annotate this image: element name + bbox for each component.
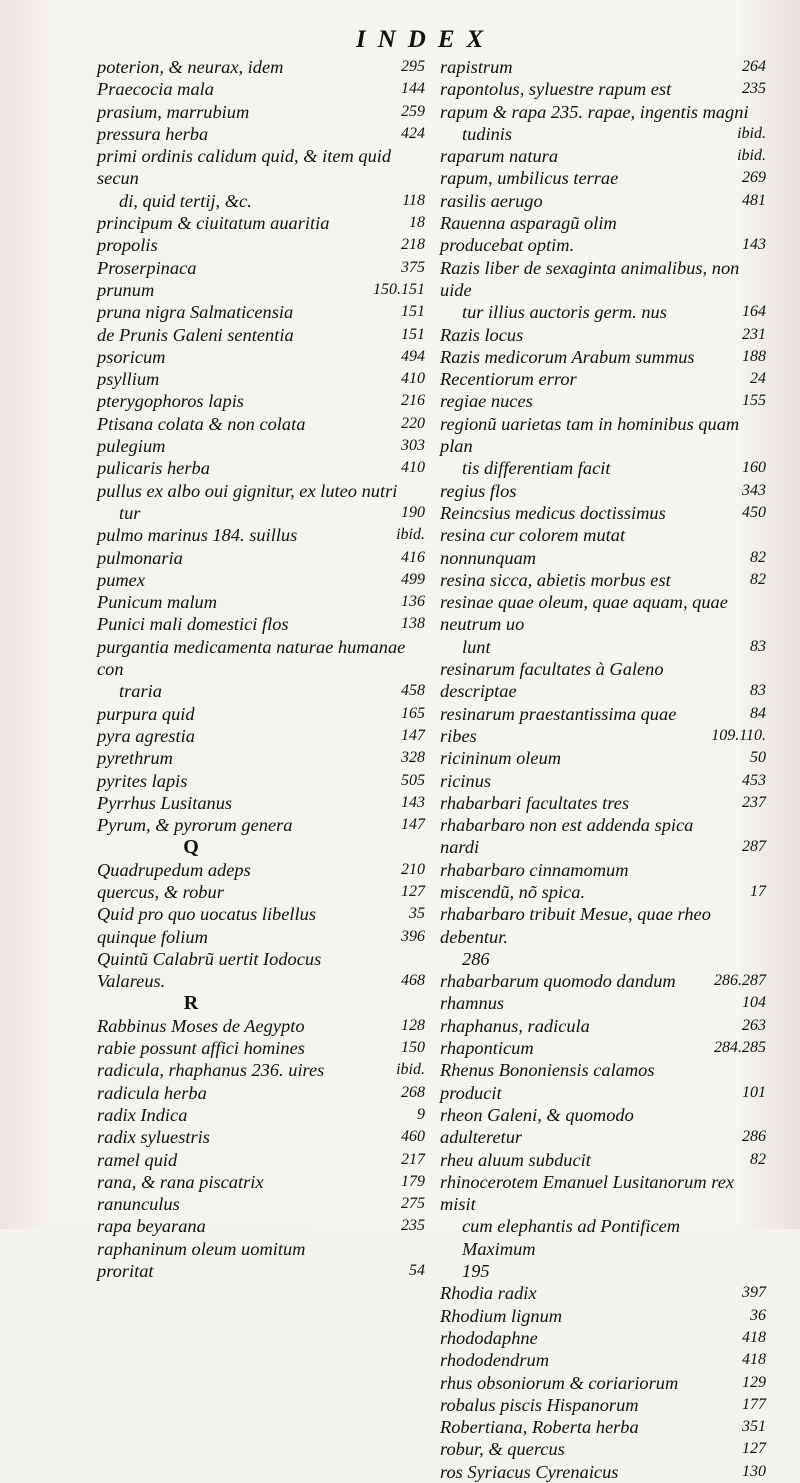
- entry-page-number: 147: [401, 726, 425, 744]
- index-entry: [440, 167, 766, 189]
- index-entry: [440, 1461, 766, 1483]
- entry-term: Proserpinaca: [97, 257, 197, 278]
- index-entry: [440, 992, 766, 1014]
- index-entry: [440, 212, 766, 257]
- index-entry: [440, 1104, 766, 1149]
- page-header: INDEX: [356, 26, 496, 53]
- index-entry: [440, 658, 766, 703]
- entry-page-number: 237: [742, 793, 766, 811]
- entry-term: rhabarbarum quomodo dandum: [440, 971, 676, 992]
- entry-page-number: 136: [401, 593, 425, 611]
- index-entry: [440, 257, 766, 324]
- index-entry: [97, 257, 425, 279]
- index-entry: [97, 234, 425, 256]
- entry-term-continuation: tis differentiam facit: [462, 458, 611, 479]
- entry-term: psyllium: [97, 369, 160, 390]
- entry-term: rheu aluum subducit: [440, 1149, 591, 1170]
- index-entry: [97, 1104, 425, 1126]
- entry-page-number: 416: [401, 548, 425, 566]
- entry-term: rapum, umbilicus terrae: [440, 168, 619, 189]
- entry-page-number: ibid.: [737, 147, 766, 165]
- entry-term: prasium, marrubium: [97, 101, 250, 122]
- entry-page-number: 151: [401, 325, 425, 343]
- entry-page-number: 188: [742, 347, 766, 365]
- index-entry: [97, 747, 425, 769]
- entry-term: poterion, & neurax, idem: [97, 57, 284, 77]
- index-entry: [440, 1149, 766, 1171]
- entry-page-number: 418: [742, 1351, 766, 1369]
- index-entry: [440, 390, 766, 412]
- entry-term: propolis: [97, 235, 158, 256]
- index-entry: [97, 792, 425, 814]
- entry-page-number: 143: [742, 236, 766, 254]
- entry-term: ros Syriacus Cyrenaicus: [440, 1461, 619, 1482]
- index-entry: [440, 970, 766, 992]
- entry-page-number: 83: [750, 637, 766, 655]
- index-entry: [97, 859, 425, 881]
- section-letter: R: [183, 992, 199, 1015]
- section-letter: Q: [183, 836, 199, 859]
- index-entry: [440, 502, 766, 524]
- entry-term: psoricum: [97, 346, 166, 367]
- entry-term: Rhodia radix: [440, 1283, 537, 1304]
- entry-term: ribes: [440, 725, 477, 746]
- index-entry: [440, 725, 766, 747]
- entry-page-number: 84: [750, 704, 766, 722]
- index-entry: [440, 324, 766, 346]
- index-entry: [97, 413, 425, 435]
- index-entry: [97, 279, 425, 301]
- index-entry: [440, 480, 766, 502]
- entry-term: Pyrrhus Lusitanus: [97, 792, 233, 813]
- index-column-right: [440, 56, 766, 1483]
- index-entry: [440, 346, 766, 368]
- entry-page-number: 460: [401, 1128, 425, 1146]
- index-entry: [97, 324, 425, 346]
- entry-page-number: 155: [742, 392, 766, 410]
- index-entry: [440, 56, 766, 78]
- index-entry: [440, 792, 766, 814]
- index-entry: [440, 1349, 766, 1371]
- entry-page-number: 287: [742, 838, 766, 856]
- entry-page-number: 210: [401, 860, 425, 878]
- entry-term: prunum: [97, 279, 155, 300]
- index-entry: [97, 78, 425, 100]
- index-entry: [97, 814, 425, 836]
- index-entry: [440, 190, 766, 212]
- entry-page-number: 54: [409, 1262, 425, 1280]
- entry-term: de Prunis Galeni sententia: [97, 324, 294, 345]
- index-entry: [440, 859, 766, 904]
- entry-term: resina cur colorem mutat nonnunquam: [440, 525, 626, 568]
- index-entry: [440, 1416, 766, 1438]
- entry-term: rana, & rana piscatrix: [97, 1171, 264, 1192]
- entry-term: Praecocia mala: [97, 79, 214, 100]
- entry-page-number: 268: [401, 1083, 425, 1101]
- entry-term: pressura herba: [97, 123, 209, 144]
- index-entry: [97, 1193, 425, 1215]
- entry-term: 195: [462, 1261, 490, 1282]
- entry-term-continuation: traria: [119, 681, 162, 702]
- entry-term: ricininum oleum: [440, 748, 562, 769]
- index-entry: [97, 1082, 425, 1104]
- index-entry: [440, 1327, 766, 1349]
- entry-term-continuation: di, quid tertij, &c.: [119, 190, 252, 211]
- index-entry: [440, 101, 766, 146]
- entry-term: Quadrupedum adeps: [97, 859, 251, 880]
- index-entry: [97, 547, 425, 569]
- entry-term: rhabarbaro cinnamomum miscendũ, nõ spica.: [440, 859, 629, 902]
- entry-term: Rhenus Bononiensis calamos producit: [440, 1060, 655, 1103]
- entry-page-number: 458: [401, 682, 425, 700]
- entry-page-number: 82: [750, 570, 766, 588]
- entry-term: purpura quid: [97, 703, 195, 724]
- entry-term: Quintũ Calabrũ uertit Iodocus Valareus.: [97, 948, 322, 992]
- entry-page-number: 50: [750, 749, 766, 767]
- entry-term: rapistrum: [440, 57, 513, 77]
- index-entry: [97, 903, 425, 925]
- entry-page-number: 128: [401, 1016, 425, 1034]
- entry-page-number: 36: [750, 1306, 766, 1324]
- entry-page-number: 143: [401, 793, 425, 811]
- index-entry: [97, 703, 425, 725]
- index-entry: [440, 1059, 766, 1104]
- entry-term: principum & ciuitatum auaritia: [97, 213, 330, 234]
- index-entry: [97, 591, 425, 613]
- entry-page-number: 410: [401, 459, 425, 477]
- entry-term: 286: [462, 948, 490, 969]
- entry-term: rapontolus, syluestre rapum est: [440, 79, 672, 100]
- entry-page-number: 82: [750, 1150, 766, 1168]
- entry-page-number: 118: [402, 191, 425, 209]
- index-entry: [97, 569, 425, 591]
- index-column-left: [97, 56, 425, 1282]
- entry-page-number: 499: [401, 570, 425, 588]
- entry-term: Punici mali domestici flos: [97, 614, 289, 635]
- index-entry: [97, 613, 425, 635]
- index-entry: [97, 725, 425, 747]
- entry-page-number: 231: [742, 325, 766, 343]
- entry-term: robalus piscis Hispanorum: [440, 1394, 639, 1415]
- entry-page-number: 275: [401, 1195, 425, 1213]
- entry-term: Reincsius medicus doctissimus: [440, 502, 666, 523]
- entry-page-number: 18: [409, 214, 425, 232]
- index-entry: [97, 480, 425, 525]
- entry-term: rasilis aerugo: [440, 190, 543, 211]
- index-entry: [440, 1305, 766, 1327]
- index-entry: [97, 123, 425, 145]
- entry-page-number: 104: [742, 994, 766, 1012]
- entry-page-number: 127: [401, 882, 425, 900]
- entry-term: ranunculus: [97, 1194, 180, 1215]
- entry-page-number: 351: [742, 1418, 766, 1436]
- entry-term: raparum natura: [440, 146, 559, 167]
- index-entry: [440, 703, 766, 725]
- entry-term: rhabarbari facultates tres: [440, 792, 630, 813]
- entry-term: regiae nuces: [440, 391, 533, 412]
- index-entry: [97, 1171, 425, 1193]
- entry-page-number: 295: [401, 58, 425, 75]
- entry-term: pumex: [97, 569, 145, 590]
- entry-page-number: 259: [401, 102, 425, 120]
- entry-term: pyra agrestia: [97, 725, 195, 746]
- index-entry: [97, 636, 425, 703]
- index-entry: [440, 1372, 766, 1394]
- entry-term: radicula, rhaphanus 236. uires: [97, 1060, 325, 1081]
- index-entry: [97, 1149, 425, 1171]
- entry-term: rhaponticum: [440, 1038, 534, 1059]
- entry-page-number: 216: [401, 392, 425, 410]
- entry-page-number: 17: [750, 882, 766, 900]
- index-entry: [97, 56, 425, 78]
- index-entry: [97, 770, 425, 792]
- entry-page-number: 396: [401, 927, 425, 945]
- entry-term: rabie possunt affici homines: [97, 1038, 305, 1059]
- entry-page-number: 82: [750, 548, 766, 566]
- entry-page-number: 303: [401, 437, 425, 455]
- entry-term: rhabarbaro tribuit Mesue, quae rheo debentur.: [440, 904, 711, 947]
- entry-page-number: 109.110.: [711, 726, 766, 744]
- entry-page-number: 9: [417, 1105, 425, 1123]
- entry-page-number: 165: [401, 704, 425, 722]
- entry-term: robur, & quercus: [440, 1439, 565, 1460]
- index-entry: [440, 1260, 766, 1282]
- index-entry: [97, 435, 425, 457]
- entry-page-number: 83: [750, 682, 766, 700]
- entry-page-number: 235: [401, 1217, 425, 1235]
- index-entry: [440, 747, 766, 769]
- entry-page-number: 269: [742, 169, 766, 187]
- entry-term: radix syluestris: [97, 1127, 210, 1148]
- entry-page-number: 410: [401, 370, 425, 388]
- index-entry: [97, 212, 425, 234]
- entry-term-continuation: tur illius auctoris germ. nus: [462, 302, 667, 323]
- entry-page-number: 150.151: [373, 280, 425, 298]
- entry-term: Robertiana, Roberta herba: [440, 1417, 639, 1438]
- entry-page-number: 450: [742, 503, 766, 521]
- entry-page-number: 147: [401, 816, 425, 834]
- entry-term: radicula herba: [97, 1082, 207, 1103]
- entry-page-number: 127: [742, 1440, 766, 1458]
- index-entry: [97, 145, 425, 212]
- entry-term: Rhodium lignum: [440, 1305, 563, 1326]
- entry-term: pullus ex albo oui gignitur, ex luteo nutri: [97, 480, 398, 501]
- entry-term-continuation: tur: [119, 502, 141, 523]
- entry-term: Ptisana colata & non colata: [97, 413, 306, 434]
- entry-page-number: 101: [742, 1083, 766, 1101]
- index-entry: [97, 881, 425, 903]
- entry-term: regionũ uarietas tam in hominibus quam plan: [440, 413, 740, 457]
- entry-page-number: 24: [750, 370, 766, 388]
- entry-term: rhododaphne: [440, 1327, 538, 1348]
- index-entry: [97, 390, 425, 412]
- index-entry: [97, 524, 425, 546]
- entry-term: pulicaris herba: [97, 458, 210, 479]
- entry-page-number: 130: [742, 1462, 766, 1480]
- entry-term: Pyrum, & pyrorum genera: [97, 815, 293, 836]
- entry-page-number: 177: [742, 1395, 766, 1413]
- entry-term: pulegium: [97, 436, 166, 457]
- entry-term: ricinus: [440, 770, 492, 791]
- entry-term: pterygophoros lapis: [97, 391, 244, 412]
- entry-term: pruna nigra Salmaticensia: [97, 302, 294, 323]
- entry-term-continuation: cum elephantis ad Pontificem Maximum: [462, 1216, 681, 1259]
- entry-page-number: 235: [742, 80, 766, 98]
- entry-page-number: 138: [401, 615, 425, 633]
- index-entry: [97, 948, 425, 993]
- entry-page-number: 164: [742, 303, 766, 321]
- index-entry: [440, 1171, 766, 1260]
- entry-term: quinque folium: [97, 926, 208, 947]
- entry-term: Rabbinus Moses de Aegypto: [97, 1015, 305, 1036]
- index-entry: [97, 346, 425, 368]
- entry-term: radix Indica: [97, 1104, 188, 1125]
- entry-page-number: 286.287: [714, 972, 766, 990]
- entry-term: rhododendrum: [440, 1350, 549, 1371]
- entry-term: rhabarbaro non est addenda spica nardi: [440, 815, 694, 858]
- entry-page-number: 35: [409, 905, 425, 923]
- index-entry: [440, 1282, 766, 1304]
- entry-page-number: 284.285: [714, 1039, 766, 1057]
- index-entry: [440, 524, 766, 569]
- entry-term: rhinocerotem Emanuel Lusitanorum rex misit: [440, 1171, 735, 1215]
- entry-term: raphaninum oleum uomitum proritat: [97, 1238, 306, 1282]
- index-entry: [440, 413, 766, 480]
- index-entry: [97, 1215, 425, 1237]
- entry-page-number: 328: [401, 749, 425, 767]
- entry-term: purgantia medicamenta naturae humanae con: [97, 636, 406, 680]
- entry-term: Punicum malum: [97, 592, 218, 613]
- index-entry: [440, 569, 766, 591]
- index-entry: [97, 457, 425, 479]
- entry-page-number: ibid.: [396, 526, 425, 544]
- index-entry: [97, 101, 425, 123]
- entry-term: rhamnus: [440, 993, 505, 1014]
- index-entry: [440, 1015, 766, 1037]
- index-entry: [97, 1015, 425, 1037]
- entry-page-number: 494: [401, 347, 425, 365]
- entry-page-number: 481: [742, 191, 766, 209]
- entry-term: pulmo marinus 184. suillus: [97, 525, 298, 546]
- entry-page-number: 220: [401, 414, 425, 432]
- entry-term: pyrites lapis: [97, 770, 188, 791]
- entry-page-number: 217: [401, 1150, 425, 1168]
- entry-term: rapum & rapa 235. rapae, ingentis magni: [440, 101, 749, 122]
- index-entry: [440, 78, 766, 100]
- index-entry: [440, 814, 766, 859]
- index-entry: [97, 1037, 425, 1059]
- entry-page-number: 150: [401, 1039, 425, 1057]
- entry-page-number: 190: [401, 503, 425, 521]
- index-entry: [97, 368, 425, 390]
- entry-page-number: ibid.: [396, 1061, 425, 1079]
- entry-page-number: 264: [742, 58, 766, 75]
- index-entry: [440, 145, 766, 167]
- entry-term: Rauenna asparagũ olim producebat optim.: [440, 213, 617, 256]
- entry-page-number: 453: [742, 771, 766, 789]
- entry-term-continuation: tudinis: [462, 123, 513, 144]
- index-entry: [97, 926, 425, 948]
- entry-term: Razis liber de sexaginta animalibus, non uide: [440, 257, 740, 300]
- entry-term: quercus, & robur: [97, 881, 224, 902]
- entry-term: primi ordinis calidum quid, & item quid secun: [97, 146, 392, 189]
- index-entry: [440, 1438, 766, 1460]
- entry-term: resinarum facultates à Galeno descriptae: [440, 659, 664, 702]
- index-entry: [97, 1126, 425, 1148]
- index-entry: [440, 903, 766, 948]
- index-entry: [440, 591, 766, 658]
- entry-term: pulmonaria: [97, 547, 183, 568]
- entry-term: pyrethrum: [97, 748, 173, 769]
- entry-term: rheon Galeni, & quomodo adulteretur: [440, 1104, 634, 1148]
- entry-page-number: 263: [742, 1016, 766, 1034]
- entry-page-number: 468: [401, 972, 425, 990]
- entry-term: resinae quae oleum, quae aquam, quae neutrum uo: [440, 592, 728, 635]
- entry-term: rhaphanus, radicula: [440, 1015, 590, 1036]
- entry-page-number: 151: [401, 303, 425, 321]
- entry-page-number: 129: [742, 1373, 766, 1391]
- entry-term: rapa beyarana: [97, 1216, 206, 1237]
- entry-term: resina sicca, abietis morbus est: [440, 569, 671, 590]
- entry-page-number: 144: [401, 80, 425, 98]
- index-entry: [97, 1059, 425, 1081]
- entry-term: Quid pro quo uocatus libellus: [97, 904, 316, 925]
- entry-page-number: 375: [401, 258, 425, 276]
- entry-term: Recentiorum error: [440, 369, 577, 390]
- index-entry: [97, 1238, 425, 1283]
- entry-page-number: 160: [742, 459, 766, 477]
- entry-term: rhus obsoniorum & coriariorum: [440, 1372, 679, 1393]
- entry-page-number: ibid.: [737, 124, 766, 142]
- entry-term: Razis locus: [440, 324, 524, 345]
- index-entry: [440, 948, 766, 970]
- entry-term: Razis medicorum Arabum summus: [440, 346, 695, 367]
- index-entry: [440, 1037, 766, 1059]
- index-entry: [97, 301, 425, 323]
- entry-page-number: 218: [401, 236, 425, 254]
- entry-page-number: 505: [401, 771, 425, 789]
- entry-page-number: 397: [742, 1284, 766, 1302]
- entry-page-number: 286: [742, 1128, 766, 1146]
- entry-page-number: 424: [401, 124, 425, 142]
- index-entry: [440, 770, 766, 792]
- index-entry: [440, 1394, 766, 1416]
- index-entry: [440, 368, 766, 390]
- entry-term: regius flos: [440, 480, 517, 501]
- entry-page-number: 343: [742, 481, 766, 499]
- entry-term-continuation: lunt: [462, 636, 491, 657]
- entry-term: resinarum praestantissima quae: [440, 703, 677, 724]
- entry-term: ramel quid: [97, 1149, 178, 1170]
- entry-page-number: 418: [742, 1328, 766, 1346]
- entry-page-number: 179: [401, 1172, 425, 1190]
